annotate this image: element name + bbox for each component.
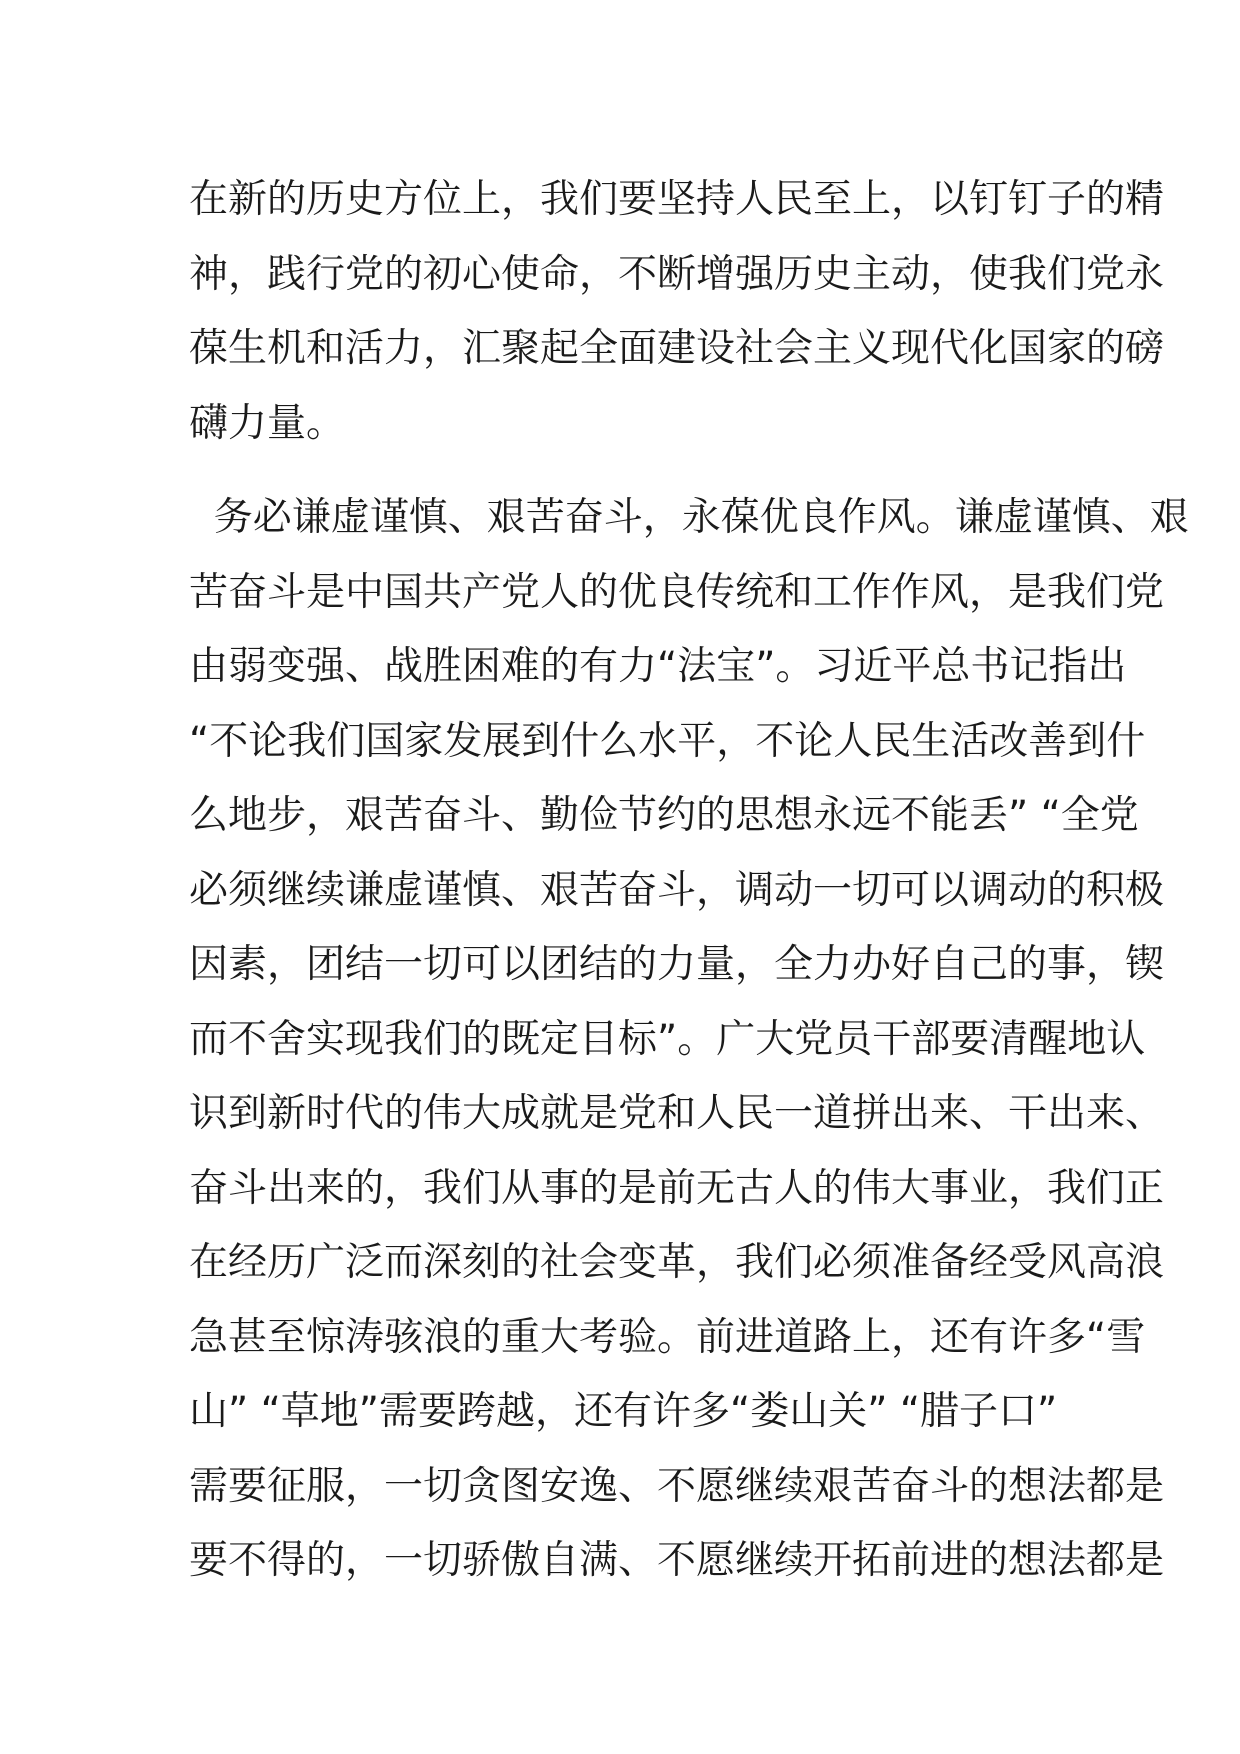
text-line: 苦奋斗是中国共产党人的优良传统和工作作风，是我们党 [189, 569, 1165, 615]
text-line: 么地步，艰苦奋斗、勤俭节约的思想永远不能丢” “全党 [189, 793, 1139, 838]
text-line: 奋斗出来的，我们从事的是前无古人的伟大事业，我们正 [189, 1165, 1165, 1211]
text-line: “不论我们国家发展到什么水平，不论人民生活改善到什 [189, 718, 1146, 764]
text-line: 因素，团结一切可以团结的力量，全力办好自己的事，锲 [189, 942, 1165, 987]
text-line: 葆生机和活力，汇聚起全面建设社会主义现代化国家的磅 [189, 326, 1165, 371]
text-line: 急甚至惊涛骇浪的重大考验。前进道路上，还有许多“雪 [189, 1314, 1146, 1360]
text-line: 神，践行党的初心使命，不断增强历史主动，使我们党永 [189, 251, 1165, 297]
text-line: 由弱变强、战胜困难的有力“法宝”。习近平总书记指出 [189, 644, 1127, 689]
text-line: 在经历广泛而深刻的社会变革，我们必须准备经受风高浪 [189, 1240, 1165, 1285]
text-line: 而不舍实现我们的既定目标”。广大党员干部要清醒地认 [189, 1016, 1146, 1062]
paragraph-spacer [189, 461, 1069, 481]
text-line: 要不得的，一切骄傲自满、不愿继续开拓前进的想法都是 [189, 1538, 1165, 1583]
text-line: 山” “草地”需要跨越，还有许多“娄山关” “腊子口” [189, 1389, 1058, 1434]
document-body [189, 163, 1189, 1599]
text-line: 必须继续谦虚谨慎、艰苦奋斗，调动一切可以调动的积极 [189, 867, 1165, 913]
paragraph-1 [189, 163, 1165, 461]
text-line: 务必谦虚谨慎、艰苦奋斗，永葆优良作风。谦虚谨慎、艰 [189, 495, 1189, 540]
paragraph-2 [189, 481, 1189, 1599]
text-line: 在新的历史方位上，我们要坚持人民至上，以钉钉子的精 [189, 177, 1165, 222]
text-line: 识到新时代的伟大成就是党和人民一道拼出来、干出来、 [189, 1091, 1165, 1136]
text-line: 礴力量。 [189, 400, 346, 446]
text-line: 需要征服，一切贪图安逸、不愿继续艰苦奋斗的想法都是 [189, 1463, 1165, 1509]
